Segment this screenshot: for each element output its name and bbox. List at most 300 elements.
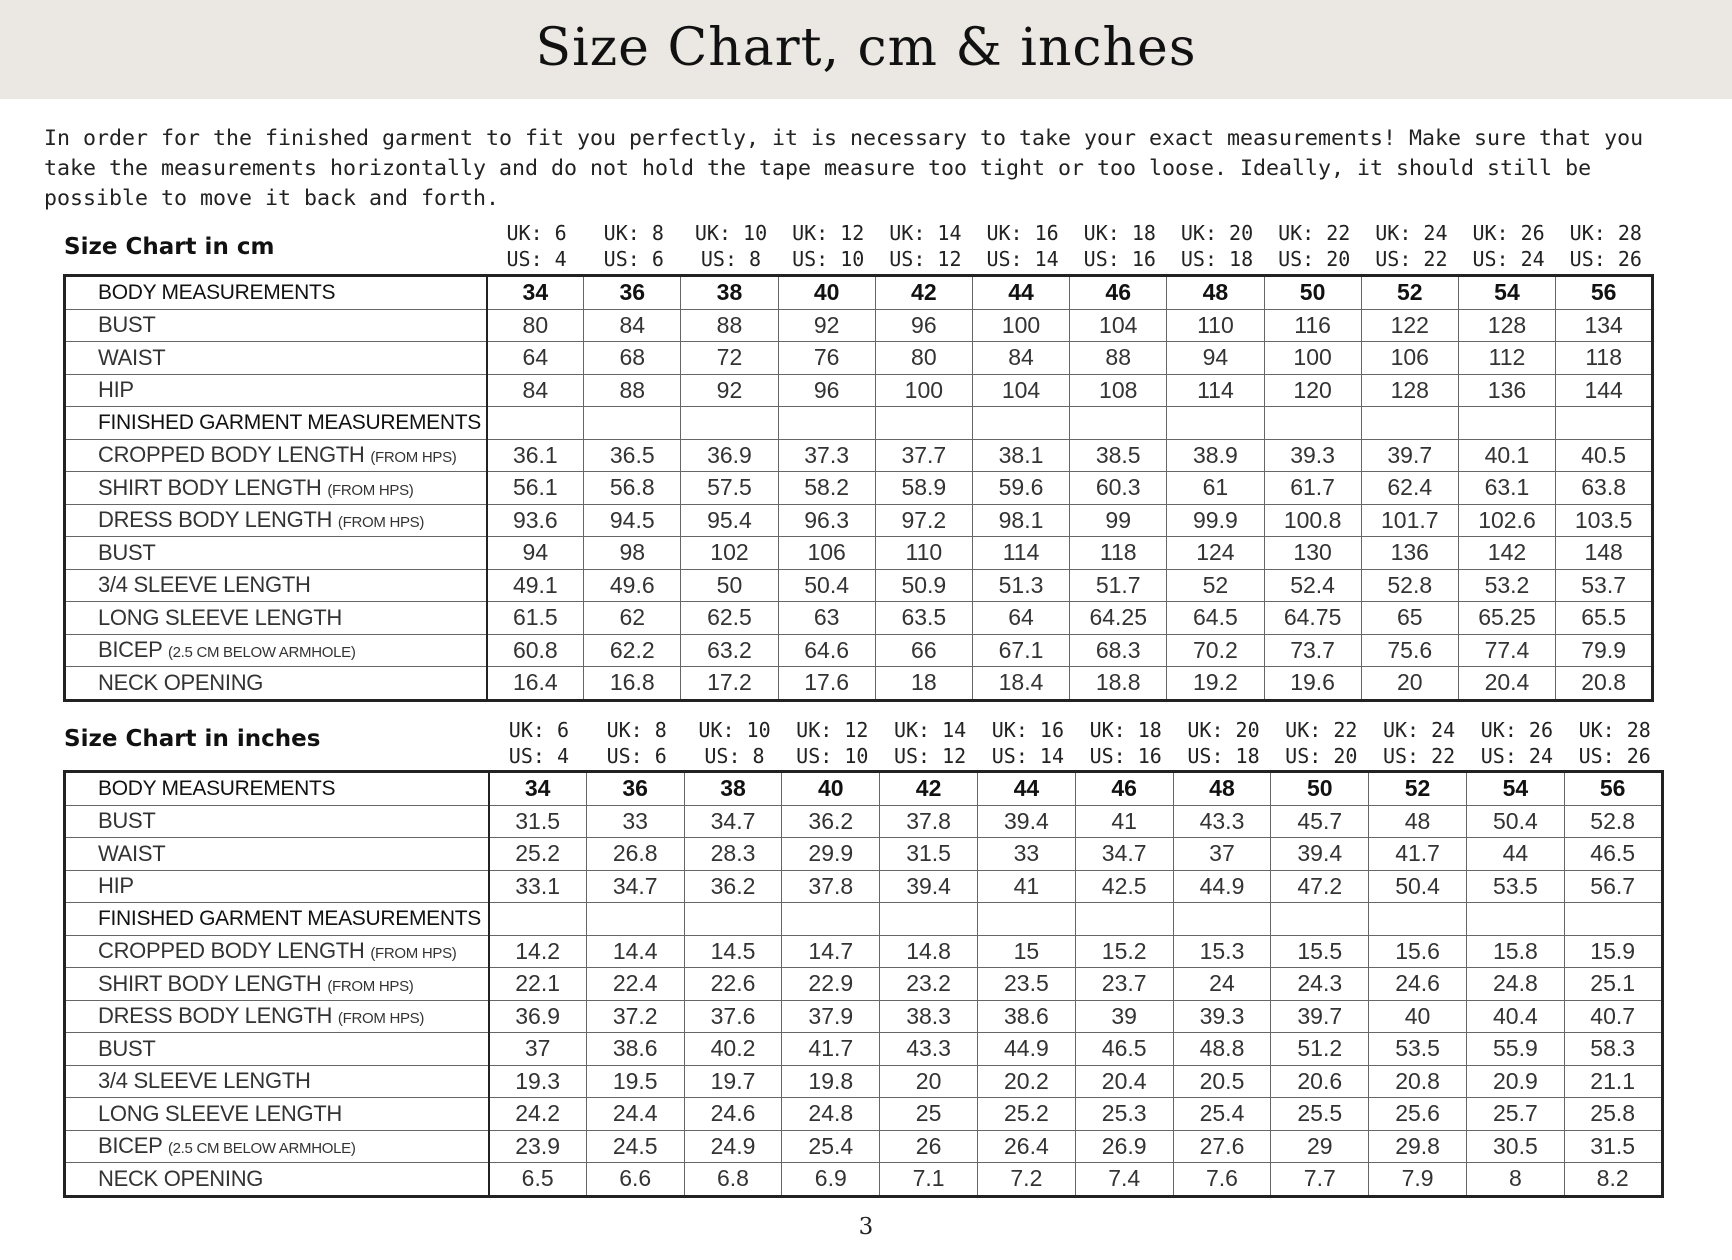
row-label (65, 935, 489, 968)
eu-size-cell (1167, 407, 1264, 440)
table-row (65, 1065, 1663, 1098)
measurement-cell: 60.3 (1070, 472, 1167, 505)
section-header-row (65, 407, 1653, 440)
us-size-label: US: 22 (1382, 744, 1456, 768)
uk-size-label: UK: 18 (1083, 221, 1156, 245)
measurement-cell: 77.4 (1458, 634, 1555, 667)
measurement-cell: 56.7 (1564, 870, 1662, 903)
measurement-cell: 26.8 (586, 838, 684, 871)
measurement-cell: 104 (1070, 309, 1167, 342)
us-size-label: US: 18 (1180, 247, 1254, 271)
measurement-cell: 17.6 (778, 667, 875, 701)
measurement-note: (FROM HPS) (327, 481, 414, 499)
measurement-cell: 63.2 (681, 634, 778, 667)
measurement-cell: 108 (1070, 374, 1167, 407)
measurement-cell: 8.2 (1564, 1163, 1662, 1197)
measurement-cell: 51.7 (1070, 569, 1167, 602)
measurement-note: (FROM HPS) (337, 1010, 425, 1028)
measurement-cell: 38.5 (1070, 439, 1167, 472)
measurement-cell: 23.9 (489, 1130, 587, 1163)
uk-size-label: UK: 26 (1480, 718, 1554, 742)
table-row (65, 1000, 1663, 1033)
measurement-name: CROPPED BODY LENGTH (98, 938, 365, 964)
measurement-cell: 94.5 (584, 504, 681, 537)
measurement-name: SHIRT BODY LENGTH (98, 970, 322, 996)
measurement-cell: 46.5 (1564, 838, 1662, 871)
measurement-cell: 60.8 (487, 634, 584, 667)
measurement-cell: 36.9 (681, 439, 778, 472)
measurement-cell: 25.7 (1466, 1098, 1564, 1131)
size-header (1370, 717, 1468, 769)
measurement-cell: 36.2 (782, 805, 880, 838)
measurement-cell: 23.5 (977, 968, 1075, 1001)
eu-size-cell: 44 (972, 276, 1069, 310)
eu-size-cell: 54 (1466, 772, 1564, 806)
measurement-cell: 24.2 (489, 1098, 587, 1131)
measurement-cell: 48.8 (1173, 1033, 1271, 1066)
section-header-row (65, 903, 1663, 936)
us-size-label: US: 24 (1480, 744, 1554, 768)
measurement-cell: 25.4 (1173, 1098, 1271, 1131)
measurement-name: WAIST (98, 840, 166, 866)
measurement-cell: 16.8 (584, 667, 681, 701)
measurement-cell: 36.2 (684, 870, 782, 903)
measurement-cell: 19.2 (1167, 667, 1264, 701)
measurement-cell: 100 (1264, 342, 1361, 375)
measurement-cell: 96 (875, 309, 972, 342)
measurement-cell: 93.6 (487, 504, 584, 537)
table-row (65, 342, 1653, 375)
us-size-label: US: 8 (700, 247, 762, 271)
measurement-cell: 99.9 (1167, 504, 1264, 537)
measurement-cell: 19.5 (586, 1065, 684, 1098)
measurement-cell: 64.5 (1167, 602, 1264, 635)
measurement-cell: 24.6 (684, 1098, 782, 1131)
row-label (65, 602, 487, 635)
measurement-cell: 100.8 (1264, 504, 1361, 537)
measurement-cell: 100 (972, 309, 1069, 342)
measurement-cell: 25.3 (1075, 1098, 1173, 1131)
measurement-cell: 106 (1361, 342, 1458, 375)
eu-size-cell: 38 (681, 276, 778, 310)
measurement-cell: 24.8 (782, 1098, 880, 1131)
eu-size-cell: 40 (782, 772, 880, 806)
table-row (65, 309, 1653, 342)
eu-size-cell: 54 (1458, 276, 1555, 310)
row-label (65, 504, 487, 537)
row-label (65, 667, 487, 701)
measurement-cell: 41.7 (1369, 838, 1467, 871)
uk-size-label: UK: 12 (792, 221, 865, 245)
measurement-cell: 19.7 (684, 1065, 782, 1098)
measurement-cell: 72 (681, 342, 778, 375)
measurement-cell: 50.4 (1369, 870, 1467, 903)
measurement-cell: 118 (1556, 342, 1653, 375)
measurement-cell: 68.3 (1070, 634, 1167, 667)
measurement-cell: 52.8 (1361, 569, 1458, 602)
size-header (877, 220, 974, 272)
measurement-cell: 26.9 (1075, 1130, 1173, 1163)
eu-size-cell: 56 (1556, 276, 1653, 310)
measurement-cell: 7.6 (1173, 1163, 1271, 1197)
row-label (65, 309, 487, 342)
measurement-cell: 38.3 (880, 1000, 978, 1033)
uk-size-label: UK: 28 (1578, 718, 1651, 742)
measurement-cell: 116 (1264, 309, 1361, 342)
eu-size-cell: 52 (1369, 772, 1467, 806)
measurement-cell: 122 (1361, 309, 1458, 342)
uk-size-label: UK: 20 (1180, 221, 1254, 245)
row-label (65, 439, 487, 472)
measurement-cell: 29.8 (1369, 1130, 1467, 1163)
uk-size-label: UK: 24 (1375, 221, 1448, 245)
measurement-cell: 64 (972, 602, 1069, 635)
uk-size-label: UK: 18 (1089, 718, 1162, 742)
eu-size-cell: 50 (1271, 772, 1369, 806)
measurement-cell: 20.6 (1271, 1065, 1369, 1098)
table-row (65, 439, 1653, 472)
measurement-cell: 94 (487, 537, 584, 570)
eu-size-cell (1564, 903, 1662, 936)
measurement-cell: 84 (584, 309, 681, 342)
measurement-note: (FROM HPS) (370, 945, 457, 963)
us-size-label: US: 12 (889, 247, 962, 271)
measurement-cell: 49.6 (584, 569, 681, 602)
measurement-cell: 50.4 (778, 569, 875, 602)
measurement-cell: 36.9 (489, 1000, 587, 1033)
measurement-cell: 61.5 (487, 602, 584, 635)
measurement-cell: 73.7 (1264, 634, 1361, 667)
size-header (1566, 717, 1664, 769)
measurement-cell: 7.7 (1271, 1163, 1369, 1197)
measurement-cell: 64.75 (1264, 602, 1361, 635)
eu-size-cell: 34 (489, 772, 587, 806)
row-label (65, 472, 487, 505)
measurement-cell: 41 (977, 870, 1075, 903)
measurement-name: BUST (98, 539, 156, 565)
measurement-cell: 7.4 (1075, 1163, 1173, 1197)
us-size-label: US: 26 (1569, 247, 1642, 271)
measurement-cell: 15.9 (1564, 935, 1662, 968)
measurement-cell: 76 (778, 342, 875, 375)
size-header (488, 220, 585, 272)
measurement-cell: 33.1 (489, 870, 587, 903)
eu-size-cell (1264, 407, 1361, 440)
measurement-cell: 18.8 (1070, 667, 1167, 701)
table-row (65, 374, 1653, 407)
measurement-cell: 14.2 (489, 935, 587, 968)
uk-size-label: UK: 8 (603, 221, 664, 245)
measurement-cell: 20.8 (1369, 1065, 1467, 1098)
measurement-cell: 106 (778, 537, 875, 570)
measurement-cell: 148 (1556, 537, 1653, 570)
measurement-cell: 98 (584, 537, 681, 570)
measurement-cell: 43.3 (880, 1033, 978, 1066)
measurement-cell: 24 (1173, 968, 1271, 1001)
measurement-cell: 64 (487, 342, 584, 375)
row-label (65, 1065, 489, 1098)
measurement-name: LONG SLEEVE LENGTH (98, 1100, 343, 1126)
table-row (65, 634, 1653, 667)
measurement-cell: 62.5 (681, 602, 778, 635)
measurement-cell: 44.9 (977, 1033, 1075, 1066)
measurement-cell: 16.4 (487, 667, 584, 701)
us-size-label: US: 6 (606, 744, 667, 768)
measurement-cell: 53.7 (1556, 569, 1653, 602)
row-label (65, 772, 489, 806)
measurement-name: SHIRT BODY LENGTH (98, 474, 322, 500)
table-row (65, 602, 1653, 635)
measurement-cell: 41.7 (782, 1033, 880, 1066)
measurement-name: HIP (98, 873, 134, 899)
measurement-cell: 118 (1070, 537, 1167, 570)
measurement-cell: 75.6 (1361, 634, 1458, 667)
measurement-cell: 18 (875, 667, 972, 701)
size-header (1363, 220, 1460, 272)
measurement-cell: 24.5 (586, 1130, 684, 1163)
measurement-cell: 6.5 (489, 1163, 587, 1197)
measurement-cell: 44 (1466, 838, 1564, 871)
eu-size-cell (487, 407, 584, 440)
measurement-cell: 15.6 (1369, 935, 1467, 968)
eu-size-cell: 46 (1075, 772, 1173, 806)
measurement-cell: 63.8 (1556, 472, 1653, 505)
measurement-cell: 37.8 (880, 805, 978, 838)
eu-size-cell: 56 (1564, 772, 1662, 806)
eu-size-cell (1075, 903, 1173, 936)
measurement-name: BICEP (98, 1133, 163, 1159)
table-row (65, 1033, 1663, 1066)
uk-size-label: UK: 12 (796, 718, 869, 742)
measurement-cell: 62 (584, 602, 681, 635)
us-size-label: US: 16 (1089, 744, 1162, 768)
measurement-cell: 19.6 (1264, 667, 1361, 701)
eu-size-cell (880, 903, 978, 936)
measurement-cell: 39.4 (880, 870, 978, 903)
measurement-cell: 48 (1369, 805, 1467, 838)
row-label (65, 805, 489, 838)
eu-size-cell: 38 (684, 772, 782, 806)
measurement-cell: 62.2 (584, 634, 681, 667)
eu-size-cell: 48 (1167, 276, 1264, 310)
measurement-cell: 97.2 (875, 504, 972, 537)
measurement-cell: 20.8 (1556, 667, 1653, 701)
measurement-cell: 102 (681, 537, 778, 570)
measurement-cell: 58.9 (875, 472, 972, 505)
measurement-cell: 40.7 (1564, 1000, 1662, 1033)
measurement-cell: 110 (875, 537, 972, 570)
row-label (65, 838, 489, 871)
size-header (1071, 220, 1168, 272)
measurement-cell: 22.4 (586, 968, 684, 1001)
size-header (974, 220, 1071, 272)
table-row (65, 870, 1663, 903)
measurement-cell: 34.7 (586, 870, 684, 903)
measurement-cell: 36.5 (584, 439, 681, 472)
row-label (65, 1033, 489, 1066)
measurement-cell: 40 (1369, 1000, 1467, 1033)
row-label (65, 968, 489, 1001)
measurement-cell: 128 (1458, 309, 1555, 342)
measurement-cell: 37.7 (875, 439, 972, 472)
measurement-cell: 15.2 (1075, 935, 1173, 968)
measurement-cell: 24.3 (1271, 968, 1369, 1001)
measurement-cell: 46.5 (1075, 1033, 1173, 1066)
eu-size-cell: 42 (875, 276, 972, 310)
measurement-cell: 20.4 (1458, 667, 1555, 701)
measurement-cell: 79.9 (1556, 634, 1653, 667)
measurement-cell: 45.7 (1271, 805, 1369, 838)
measurement-cell: 39.3 (1264, 439, 1361, 472)
measurement-cell: 37.2 (586, 1000, 684, 1033)
measurement-name: NECK OPENING (98, 669, 264, 695)
measurement-cell: 120 (1264, 374, 1361, 407)
measurement-cell: 30.5 (1466, 1130, 1564, 1163)
measurement-cell: 25.8 (1564, 1098, 1662, 1131)
table-row (65, 504, 1653, 537)
measurement-cell: 19.3 (489, 1065, 587, 1098)
measurement-cell: 33 (586, 805, 684, 838)
size-header (585, 220, 682, 272)
eu-size-cell (1458, 407, 1555, 440)
eu-size-cell (489, 903, 587, 936)
measurement-cell: 15.5 (1271, 935, 1369, 968)
measurement-name: 3/4 SLEEVE LENGTH (98, 572, 311, 598)
us-size-label: US: 4 (508, 744, 569, 768)
page-number: 3 (858, 1214, 874, 1240)
row-label (65, 634, 487, 667)
measurement-cell: 33 (977, 838, 1075, 871)
measurement-cell: 39 (1075, 1000, 1173, 1033)
table-row (65, 838, 1663, 871)
eu-size-cell (778, 407, 875, 440)
size-header (1468, 717, 1566, 769)
eu-size-cell (1271, 903, 1369, 936)
size-header (780, 220, 877, 272)
row-label (65, 1000, 489, 1033)
eu-size-cell (977, 903, 1075, 936)
measurement-cell: 41 (1075, 805, 1173, 838)
uk-size-label: UK: 16 (991, 718, 1065, 742)
uk-size-label: UK: 26 (1472, 221, 1545, 245)
measurement-note: (FROM HPS) (370, 449, 457, 467)
eu-size-cell (1361, 407, 1458, 440)
measurement-cell: 52 (1167, 569, 1264, 602)
row-label (65, 1130, 489, 1163)
measurement-cell: 88 (1070, 342, 1167, 375)
measurement-cell: 80 (875, 342, 972, 375)
measurement-cell: 53.5 (1369, 1033, 1467, 1066)
measurement-cell: 42.5 (1075, 870, 1173, 903)
measurement-cell: 47.2 (1271, 870, 1369, 903)
measurement-cell: 24.9 (684, 1130, 782, 1163)
measurement-cell: 7.9 (1369, 1163, 1467, 1197)
measurement-cell: 58.2 (778, 472, 875, 505)
measurement-cell: 25 (880, 1098, 978, 1131)
measurement-cell: 39.7 (1361, 439, 1458, 472)
measurement-cell: 37 (1173, 838, 1271, 871)
size-header (1557, 220, 1654, 272)
eu-size-cell (875, 407, 972, 440)
measurement-name: BUST (98, 312, 156, 338)
measurement-cell: 21.1 (1564, 1065, 1662, 1098)
eu-size-cell (972, 407, 1069, 440)
measurement-note: (FROM HPS) (327, 977, 414, 995)
table-row (65, 537, 1653, 570)
measurement-cell: 51.2 (1271, 1033, 1369, 1066)
measurement-name: BODY MEASUREMENTS (98, 280, 336, 304)
measurement-cell: 66 (875, 634, 972, 667)
eu-size-cell (782, 903, 880, 936)
measurement-cell: 20 (880, 1065, 978, 1098)
measurement-cell: 15.3 (1173, 935, 1271, 968)
measurement-cell: 64.25 (1070, 602, 1167, 635)
row-label (65, 342, 487, 375)
measurement-note: (2.5 CM BELOW ARMHOLE) (167, 1140, 356, 1158)
eu-size-cell (1070, 407, 1167, 440)
table-row (65, 667, 1653, 701)
measurement-cell: 39.4 (1271, 838, 1369, 871)
measurement-cell: 70.2 (1167, 634, 1264, 667)
row-label (65, 870, 489, 903)
measurement-cell: 18.4 (972, 667, 1069, 701)
measurement-cell: 24.6 (1369, 968, 1467, 1001)
measurement-name: 3/4 SLEEVE LENGTH (98, 1068, 311, 1094)
size-header (979, 717, 1077, 769)
measurement-cell: 37 (489, 1033, 587, 1066)
size-header (686, 717, 784, 769)
measurement-cell: 8 (1466, 1163, 1564, 1197)
measurement-cell: 23.2 (880, 968, 978, 1001)
inches-size-table (63, 770, 1664, 1198)
measurement-cell: 7.2 (977, 1163, 1075, 1197)
measurement-cell: 128 (1361, 374, 1458, 407)
measurement-cell: 38.9 (1167, 439, 1264, 472)
row-label (65, 1163, 489, 1197)
measurement-cell: 39.4 (977, 805, 1075, 838)
measurement-cell: 24.4 (586, 1098, 684, 1131)
measurement-cell: 63.5 (875, 602, 972, 635)
us-size-label: US: 22 (1375, 247, 1448, 271)
measurement-cell: 80 (487, 309, 584, 342)
measurement-name: BICEP (98, 637, 163, 663)
measurement-cell: 50 (681, 569, 778, 602)
us-size-label: US: 18 (1187, 744, 1260, 768)
measurement-cell: 110 (1167, 309, 1264, 342)
measurement-cell: 50.9 (875, 569, 972, 602)
measurement-cell: 40.4 (1466, 1000, 1564, 1033)
measurement-cell: 43.3 (1173, 805, 1271, 838)
measurement-cell: 61 (1167, 472, 1264, 505)
row-label (65, 407, 487, 440)
size-header (1266, 220, 1363, 272)
uk-size-label: UK: 28 (1569, 221, 1642, 245)
measurement-cell: 20.4 (1075, 1065, 1173, 1098)
intro-paragraph: In order for the finished garment to fit you perfectly, it is necessary to take your exact measurements! Make sure that you take the measurements horizontally and do not hold the tape measure too tight or too loose. Ideally, it should still be possible to move it back and forth. (44, 126, 1644, 211)
measurement-cell: 38.6 (586, 1033, 684, 1066)
section-header-row (65, 772, 1663, 806)
measurement-name: HIP (98, 377, 134, 403)
size-header (783, 717, 881, 769)
measurement-cell: 17.2 (681, 667, 778, 701)
size-header (490, 717, 588, 769)
measurement-cell: 100 (875, 374, 972, 407)
measurement-name: BODY MEASUREMENTS (98, 776, 336, 800)
uk-size-label: UK: 6 (506, 221, 567, 245)
measurement-cell: 63.1 (1458, 472, 1555, 505)
measurement-cell: 6.9 (782, 1163, 880, 1197)
measurement-cell: 53.5 (1466, 870, 1564, 903)
